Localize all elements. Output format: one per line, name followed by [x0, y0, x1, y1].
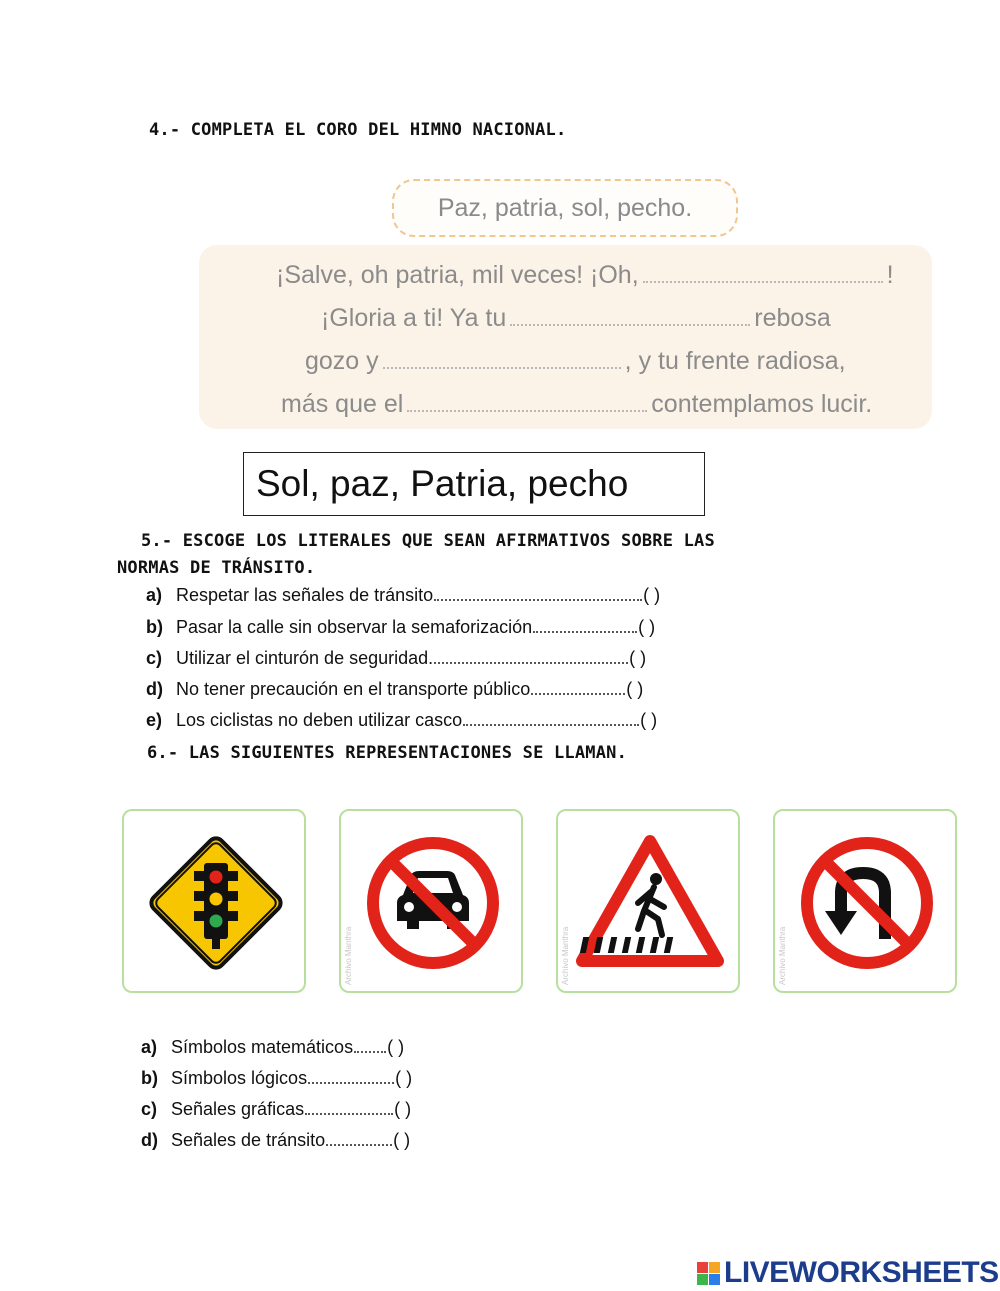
image-credit: Archivo Manthra — [778, 926, 787, 985]
q5-answer-slot-a[interactable]: ( ) — [643, 585, 661, 605]
chorus-line-1-end: ! — [886, 261, 894, 289]
q6-answer-slot-b[interactable]: ( ) — [395, 1068, 413, 1088]
sign-card-pedestrian-crossing — [556, 809, 740, 993]
liveworksheets-logo[interactable] — [697, 1256, 999, 1290]
q5-item-b — [146, 617, 655, 638]
q6-answer-slot-d[interactable]: ( ) — [393, 1130, 411, 1150]
chorus-line-3 — [305, 347, 846, 376]
leader-dots — [531, 692, 625, 695]
chorus-line-2-end: rebosa — [754, 304, 831, 332]
chorus-line-2-text: ¡Gloria a ti! Ya tu — [321, 304, 507, 332]
chorus-line-4-text: más que el — [281, 390, 404, 418]
leader-dots — [463, 723, 639, 726]
chorus-line-1-text: ¡Salve, oh patria, mil veces! ¡Oh, — [276, 261, 639, 289]
logo-mark-icon — [697, 1262, 720, 1285]
q5-item-text: No tener precaución en el transporte público — [176, 679, 531, 699]
chorus-line-2 — [321, 304, 831, 333]
leader-dots — [305, 1112, 393, 1115]
q5-item-e — [146, 710, 657, 731]
no-u-turn-sign-icon — [775, 811, 959, 995]
q6-answer-slot-a[interactable]: ( ) — [387, 1037, 405, 1057]
q5-answer-slot-b[interactable]: ( ) — [638, 617, 656, 637]
image-credit: Archivo Manthra — [561, 926, 570, 985]
chorus-line-4 — [281, 390, 872, 419]
q5-item-a — [146, 585, 660, 606]
q6-option-letter: b) — [141, 1068, 158, 1088]
chorus-line-1 — [276, 261, 894, 290]
q5-item-text: Utilizar el cinturón de seguridad. — [176, 648, 434, 668]
q6-option-letter: c) — [141, 1099, 158, 1119]
pedestrian-crossing-sign-icon — [558, 811, 742, 995]
q6-option-letter: d) — [141, 1130, 158, 1150]
image-credit: Archivo Manthra — [344, 926, 353, 985]
leader-dots — [434, 598, 642, 601]
traffic-light-warning-sign-icon — [124, 811, 308, 995]
q5-item-c — [146, 648, 646, 669]
q5-item-letter: d) — [146, 679, 163, 699]
q5-item-text: Pasar la calle sin observar la semaforización — [176, 617, 533, 637]
q6-option-c — [141, 1099, 411, 1120]
q6-option-letter: a) — [141, 1037, 158, 1057]
question-4-heading: 4.- COMPLETA EL CORO DEL HIMNO NACIONAL. — [149, 120, 567, 140]
leader-dots — [434, 661, 628, 664]
leader-dots — [533, 630, 637, 633]
chorus-blank-1[interactable] — [643, 280, 883, 283]
answer-input[interactable]: Sol, paz, Patria, pecho — [243, 452, 705, 516]
q6-option-text: Señales de tránsito — [171, 1130, 326, 1150]
q6-answer-slot-c[interactable]: ( ) — [394, 1099, 412, 1119]
chorus-blank-2[interactable] — [510, 323, 750, 326]
sign-card-traffic-light — [122, 809, 306, 993]
leader-dots — [308, 1081, 394, 1084]
q5-answer-slot-c[interactable]: ( ) — [629, 648, 647, 668]
q5-item-text: Respetar las señales de tránsito — [176, 585, 434, 605]
chorus-line-3-end: , y tu frente radiosa, — [624, 347, 846, 375]
q6-option-b — [141, 1068, 412, 1089]
q6-option-text: Símbolos lógicos — [171, 1068, 308, 1088]
q5-item-letter: b) — [146, 617, 163, 637]
q6-option-text: Señales gráficas — [171, 1099, 305, 1119]
no-cars-sign-icon — [341, 811, 525, 995]
q5-answer-slot-d[interactable]: ( ) — [626, 679, 644, 699]
sign-card-no-u-turn — [773, 809, 957, 993]
q5-item-letter: a) — [146, 585, 163, 605]
question-6-heading: 6.- LAS SIGUIENTES REPRESENTACIONES SE LLAMAN. — [147, 743, 628, 763]
leader-dots — [326, 1143, 392, 1146]
sign-card-no-cars — [339, 809, 523, 993]
question-5-heading-line1: 5.- ESCOGE LOS LITERALES QUE SEAN AFIRMATIVOS SOBRE LAS — [141, 531, 715, 551]
q5-item-text: Los ciclistas no deben utilizar casco — [176, 710, 463, 730]
leader-dots — [354, 1050, 386, 1053]
chorus-blank-4[interactable] — [407, 409, 647, 412]
chorus-line-3-text: gozo y — [305, 347, 379, 375]
q6-option-a — [141, 1037, 404, 1058]
chorus-line-4-end: contemplamos lucir. — [651, 390, 873, 418]
question-5-heading-line2: NORMAS DE TRÁNSITO. — [117, 558, 316, 578]
word-bank-text: Paz, patria, sol, pecho. — [437, 193, 693, 222]
q5-item-d — [146, 679, 643, 700]
q5-item-letter: e) — [146, 710, 163, 730]
q6-option-d — [141, 1130, 410, 1151]
chorus-blank-3[interactable] — [383, 366, 621, 369]
q6-option-text: Símbolos matemáticos — [171, 1037, 354, 1057]
logo-text: LIVEWORKSHEETS — [724, 1256, 999, 1289]
word-bank — [392, 179, 738, 237]
q5-answer-slot-e[interactable]: ( ) — [640, 710, 658, 730]
q5-item-letter: c) — [146, 648, 163, 668]
